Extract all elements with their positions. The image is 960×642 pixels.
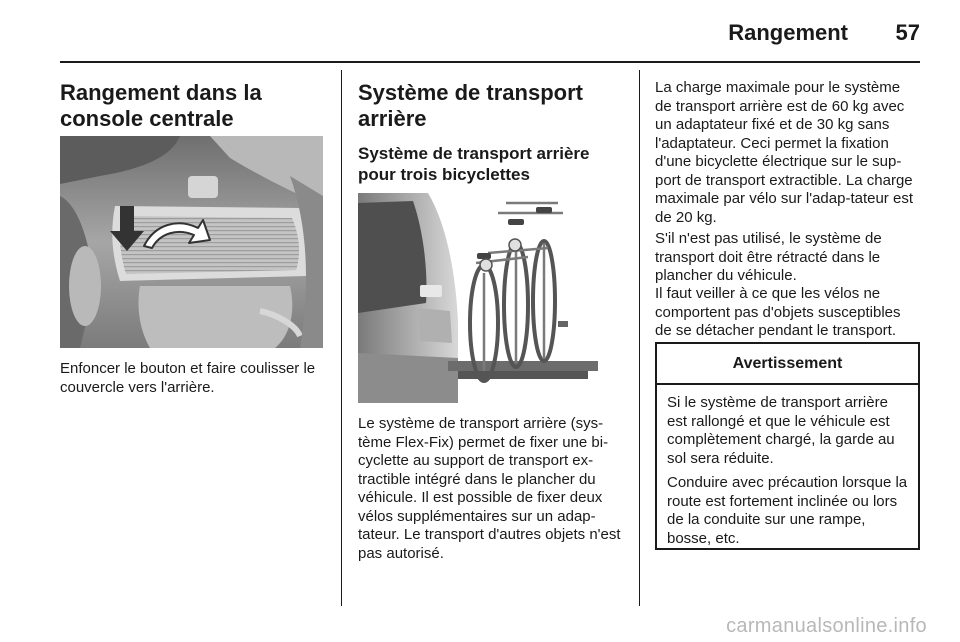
- header-divider: [60, 61, 920, 63]
- console-storage-caption: Enfoncer le bouton et faire coulisser le couvercle vers l'arrière.: [60, 360, 316, 396]
- retract-paragraph: S'il n'est pas utilisé, le système de transport doit être rétracté dans le plancher du véhicule.: [655, 230, 882, 284]
- column-divider-right: [639, 70, 640, 606]
- column-divider-left: [341, 70, 342, 606]
- console-storage-heading: Rangement dans la console centrale: [60, 80, 262, 131]
- console-storage-illustration: [60, 136, 323, 348]
- warning-ground-clearance: Si le système de transport arrière est rallongé et que le véhicule est complètement chargé, la garde au sol sera réduite.: [667, 394, 895, 467]
- warning-drive-carefully: Conduire avec précaution lorsque la route est fortement inclinée ou lors de la conduite sur une rampe, bosse, etc.: [667, 474, 908, 547]
- rear-carrier-heading: Système de transport arrière: [358, 80, 583, 131]
- loose-objects-paragraph: Il faut veiller à ce que les vélos ne comportent pas d'objets susceptibles de se détacher pendant le transport.: [655, 285, 901, 339]
- page-header-title: Rangement: [728, 20, 848, 45]
- bike-carrier-illustration: [358, 193, 621, 403]
- max-load-paragraph: La charge maximale pour le système de transport arrière est de 60 kg avec un adaptateur fixé et de 30 kg sans l'adaptateur. Ceci permet la fixation d'une bicyclette électrique sur le sup-port de transport extractible. La charge maximale par vélo sur l'adap-tateur est de 20 kg.: [655, 79, 913, 226]
- warning-title: Avertissement: [657, 344, 918, 385]
- watermark: carmanualsonline.info: [726, 615, 927, 637]
- three-bicycles-subheading: Système de transport arrière pour trois bicyclettes: [358, 144, 590, 184]
- warning-box: [655, 342, 920, 550]
- page-number: 57: [895, 20, 920, 45]
- rear-carrier-paragraph: Le système de transport arrière (sys-tème Flex-Fix) permet de fixer une bi-cyclette au support de transport ex-tractible intégré dans le plancher du véhicule. Il est possible de fixer deux vélos supplémentaires sur un adap-tateur. Le transport d'autres objets n'est pas autorisé.: [358, 415, 621, 562]
